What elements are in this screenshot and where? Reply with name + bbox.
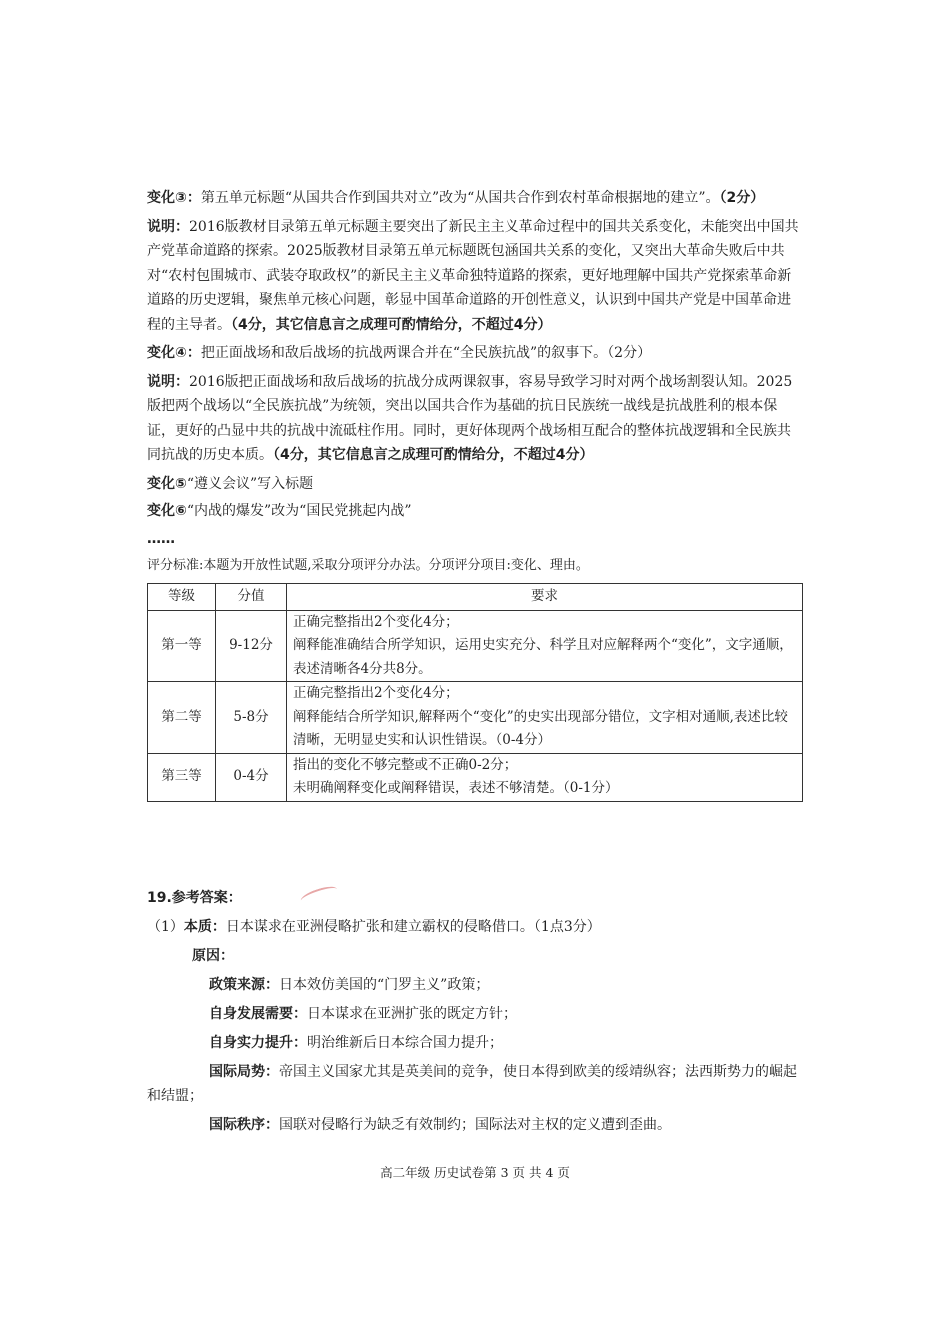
reason-lead: 自身发展需要： <box>209 1006 307 1022</box>
change-3 <box>147 186 803 211</box>
requirement-line: 未明确阐释变化或阐释错误，表述不够清楚。（0-1分） <box>293 780 619 796</box>
note-4 <box>147 370 803 468</box>
requirement-line: 指出的变化不够完整或不正确0-2分； <box>293 756 518 773</box>
q19-essence-lead: 本质： <box>183 919 226 935</box>
reason-text: 国联对侵略行为缺乏有效制约；国际法对主权的定义遭到歪曲。 <box>279 1117 671 1133</box>
page-footer: 高二年级 历史试卷第 3 页 共 4 页 <box>380 1165 570 1180</box>
note-3-text: 2016版教材目录第五单元标题主要突出了新民主主义革命过程中的国共关系变化，未能突出中国共产党革命道路的探索。2025版教材目录第五单元标题既包涵国共关系的变化，又突出大革命失败后中共对“农村包围城市、武装夺取政权”的新民主主义革命独特道路的探索，更好地理解中国共产党探索革命新道路的历史逻辑，聚焦单元核心问题，彰显中国革命道路的开创性意义，认识到中国共产党是中国革命进程的主导者。 <box>147 218 799 333</box>
reason-lead: 国际局势： <box>209 1064 279 1080</box>
change-4-text: 把正面战场和敌后战场的抗战两课合并在“全民族抗战”的叙事下。 <box>200 345 608 361</box>
requirement-cell <box>287 610 803 682</box>
table-header-row <box>148 583 803 610</box>
header-grade: 等级 <box>148 583 216 610</box>
q19-reason-label: 原因： <box>192 948 234 964</box>
change-4 <box>147 341 803 366</box>
q19-title: 19.参考答案： <box>147 890 242 906</box>
q19-reason-item <box>147 1002 803 1026</box>
score-cell: 0-4分 <box>216 753 287 801</box>
change-5 <box>147 472 803 497</box>
note-3-score: （4分，其它信息言之成理可酌情给分，不超过4分） <box>231 316 552 333</box>
criteria-text: 评分标准:本题为开放性试题,采取分项评分办法。分项评分项目:变化、理由。 <box>147 558 589 573</box>
requirement-line: 正确完整指出2个变化4分； <box>293 685 459 701</box>
q19-essence <box>147 915 803 939</box>
q19-reason-item <box>147 973 803 997</box>
grade-cell: 第三等 <box>148 753 216 801</box>
q19-reason-item <box>147 1060 803 1108</box>
change-3-score: （2分） <box>719 190 765 206</box>
change-3-lead: 变化③： <box>147 190 201 206</box>
q19-essence-text: 日本谋求在亚洲侵略扩张和建立霸权的侵略借口。（1点3分） <box>225 919 601 935</box>
reason-lead: 自身实力提升： <box>209 1035 307 1051</box>
requirement-line: 阐释能结合所学知识,解释两个“变化”的史实出现部分错位，文字相对通顺,表述比较清晰，无明显史实和认识性错误。（0-4分） <box>293 708 788 748</box>
grade-cell: 第一等 <box>148 610 216 682</box>
change-5-lead: 变化⑤ <box>147 475 187 492</box>
reason-text: 帝国主义国家尤其是英美间的竞争，使日本得到欧美的绥靖纵容；法西斯势力的崛起和结盟； <box>147 1064 797 1104</box>
question-19 <box>147 886 803 1142</box>
score-cell: 5-8分 <box>216 682 287 754</box>
change-4-lead: 变化④： <box>147 345 201 361</box>
change-3-text: 第五单元标题“从国共合作到国共对立”改为“从国共合作到农村革命根据地的建立”。 <box>200 190 720 206</box>
header-score: 分值 <box>216 583 287 610</box>
change-4-score: （2分） <box>607 345 652 361</box>
q19-essence-prefix: （1） <box>147 919 184 935</box>
reason-text: 日本谋求在亚洲扩张的既定方针； <box>307 1006 517 1022</box>
grading-table <box>147 583 803 802</box>
score-cell: 9-12分 <box>216 610 287 682</box>
q19-reason-item <box>147 1113 803 1137</box>
table-row <box>148 610 803 682</box>
table-row <box>148 682 803 754</box>
requirement-line: 阐释能准确结合所学知识，运用史实充分、科学且对应解释两个“变化”，文字通顺，表述清晰各4分共8分。 <box>293 637 793 677</box>
requirement-cell <box>287 682 803 754</box>
change-6-text: “内战的爆发”改为“国民党挑起内战” <box>186 503 412 519</box>
note-3 <box>147 215 803 338</box>
change-6-lead: 变化⑥ <box>147 503 187 519</box>
change-6 <box>147 499 803 524</box>
note-4-text: 2016版把正面战场和敌后战场的抗战分成两课叙事，容易导致学习时对两个战场割裂认知。2025版把两个战场以“全民族抗战”为统领，突出以国共合作为基础的抗日民族统一战线是抗战胜利的根本保证，更好的凸显中共的抗战中流砥柱作用。同时，更好体现两个战场相互配合的整体抗战逻辑和全民族共同抗战的历史本质。 <box>147 373 793 463</box>
grade-cell: 第二等 <box>148 682 216 754</box>
table-row <box>148 753 803 801</box>
answer-content <box>147 186 803 802</box>
change-5-text: “遵义会议”写入标题 <box>186 475 314 492</box>
reason-lead: 政策来源： <box>209 977 279 993</box>
reason-lead: 国际秩序： <box>209 1117 279 1133</box>
requirement-line: 正确完整指出2个变化4分； <box>293 613 459 630</box>
reason-text: 明治维新后日本综合国力提升； <box>307 1035 503 1051</box>
note-3-lead: 说明： <box>147 218 189 235</box>
note-4-score: （4分，其它信息言之成理可酌情给分，不超过4分） <box>273 447 594 463</box>
header-requirement: 要求 <box>287 583 803 610</box>
note-4-lead: 说明： <box>147 373 189 390</box>
q19-reason-item <box>147 1031 803 1055</box>
reason-text: 日本效仿美国的“门罗主义”政策； <box>279 977 490 993</box>
requirement-cell <box>287 753 803 801</box>
ellipsis: …… <box>147 530 175 547</box>
